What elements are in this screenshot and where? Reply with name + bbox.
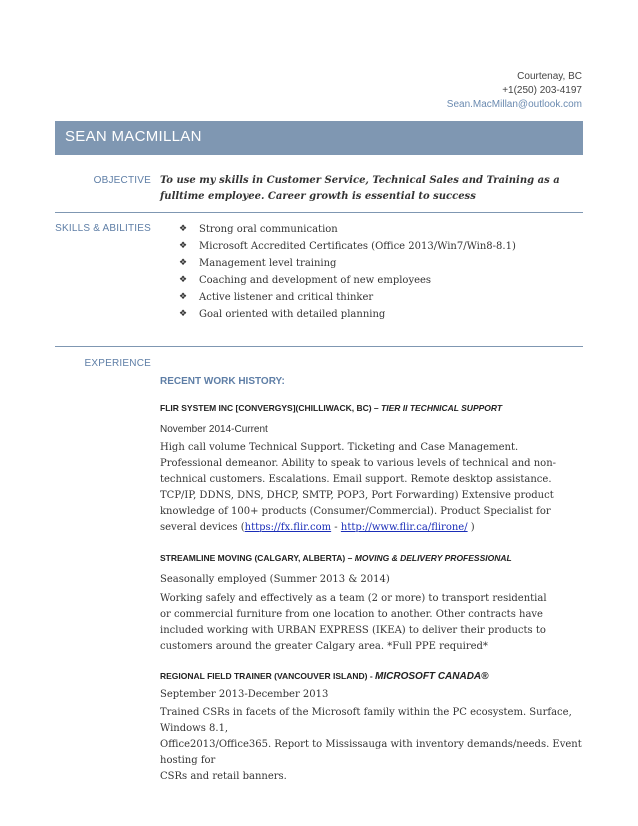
- objective-line-1: To use my skills in Customer Service, Technical Sales and Training as a: [160, 175, 560, 186]
- job-date: Seasonally employed (Summer 2013 & 2014): [160, 574, 390, 585]
- job-title: [160, 403, 502, 413]
- list-item: ❖ Goal oriented with detailed planning: [179, 306, 516, 323]
- desc-line: several devices (https://fx.flir.com - http://www.flir.ca/flirone/ ): [160, 522, 475, 533]
- flir-one-link[interactable]: http://www.flir.ca/flirone/: [340, 522, 468, 533]
- desc-line: Working safely and effectively as a team (2 or more) to transport residential: [160, 593, 547, 604]
- diamond-bullet-icon: ❖: [179, 292, 188, 302]
- job-role: MOVING & DELIVERY PROFESSIONAL: [354, 553, 512, 563]
- skills-list: [179, 221, 516, 323]
- desc-line: knowledge of 100+ products (Consumer/Commercial). Product Specialist for: [160, 506, 551, 517]
- contact-block: [447, 70, 582, 112]
- job-description: [160, 591, 590, 655]
- list-item: ❖ Coaching and development of new employees: [179, 272, 516, 289]
- desc-line: technical customers. Escalations. Email support. Remote desktop assistance.: [160, 474, 552, 485]
- desc-line: or commercial furniture from one location to another. Other contracts have: [160, 609, 543, 620]
- job-company: REGIONAL FIELD TRAINER (VANCOUVER ISLAND) -: [160, 671, 373, 681]
- contact-phone: +1(250) 203-4197: [502, 85, 582, 96]
- job-company: STREAMLINE MOVING (CALGARY, ALBERTA) –: [160, 553, 353, 563]
- candidate-name: SEAN MACMILLAN: [65, 128, 202, 145]
- job-date: September 2013-December 2013: [160, 689, 329, 700]
- flir-fx-link[interactable]: https://fx.flir.com: [244, 522, 332, 533]
- job-title: [160, 671, 489, 682]
- job-date: November 2014-Current: [160, 424, 268, 435]
- desc-line: CSRs and retail banners.: [160, 771, 287, 782]
- section-divider: [55, 212, 583, 213]
- objective-line-2: fulltime employee. Career growth is essential to success: [160, 191, 476, 202]
- diamond-bullet-icon: ❖: [179, 224, 188, 234]
- list-item: ❖ Active listener and critical thinker: [179, 289, 516, 306]
- contact-email[interactable]: Sean.MacMillan@outlook.com: [446, 99, 582, 110]
- job-role: MICROSOFT CANADA®: [375, 671, 489, 682]
- experience-label: EXPERIENCE: [84, 358, 151, 369]
- desc-line: Trained CSRs in facets of the Microsoft family within the PC ecosystem. Surface, Windows 8.1,: [160, 707, 572, 734]
- objective-label: OBJECTIVE: [93, 175, 151, 186]
- name-banner: [55, 121, 583, 155]
- diamond-bullet-icon: ❖: [179, 309, 188, 319]
- desc-line: Office2013/Office365. Report to Mississauga with inventory demands/needs. Event hosting for: [160, 739, 582, 766]
- job-description: [160, 440, 590, 536]
- job-description: [160, 705, 600, 785]
- contact-city: Courtenay, BC: [517, 71, 582, 82]
- job-title: [160, 553, 512, 563]
- desc-line: Professional demeanor. Ability to speak to various levels of technical and non-: [160, 458, 557, 469]
- diamond-bullet-icon: ❖: [179, 258, 188, 268]
- diamond-bullet-icon: ❖: [179, 241, 188, 251]
- list-item: ❖ Management level training: [179, 255, 516, 272]
- objective-text: [160, 173, 570, 205]
- recent-work-heading: RECENT WORK HISTORY:: [160, 376, 285, 387]
- desc-line: customers around the greater Calgary area. *Full PPE required*: [160, 641, 488, 652]
- skills-label: SKILLS & ABILITIES: [55, 223, 151, 234]
- job-company: FLIR SYSTEM INC [CONVERGYS](CHILLIWACK, BC) –: [160, 403, 379, 413]
- section-divider: [55, 346, 583, 347]
- job-role: TIER II TECHNICAL SUPPORT: [381, 403, 503, 413]
- list-item: ❖ Strong oral communication: [179, 221, 516, 238]
- diamond-bullet-icon: ❖: [179, 275, 188, 285]
- desc-line: High call volume Technical Support. Ticketing and Case Management.: [160, 442, 519, 453]
- desc-line: included working with URBAN EXPRESS (IKEA) to deliver their products to: [160, 625, 546, 636]
- desc-line: TCP/IP, DDNS, DNS, DHCP, SMTP, POP3, Port Forwarding) Extensive product: [160, 490, 554, 501]
- list-item: ❖ Microsoft Accredited Certificates (Office 2013/Win7/Win8-8.1): [179, 238, 516, 255]
